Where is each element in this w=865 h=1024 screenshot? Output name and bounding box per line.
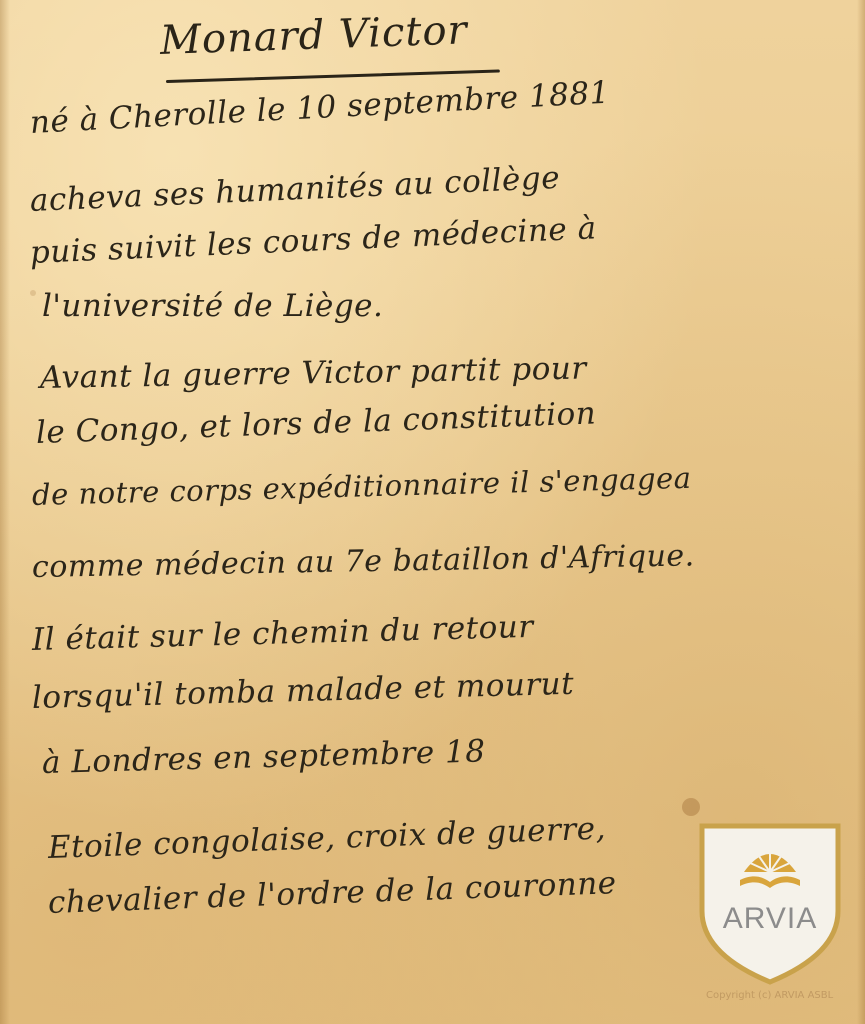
text-line: comme médecin au 7e bataillon d'Afrique.	[31, 538, 695, 585]
text-line: puis suivit les cours de médecine à	[29, 210, 598, 271]
text-line: lorsqu'il tomba malade et mourut	[31, 665, 575, 716]
document-title: Monard Victor	[159, 7, 469, 64]
text-line: Etoile congolaise, croix de guerre,	[47, 810, 607, 866]
arvia-logo-text: ARVIA	[722, 902, 818, 935]
text-line: à Londres en septembre 18	[41, 733, 486, 781]
text-line: le Congo, et lors de la constitution	[35, 395, 597, 451]
text-line: né à Cherolle le 10 septembre 1881	[29, 74, 611, 141]
text-line: l'université de Liège.	[42, 288, 384, 324]
text-line: de notre corps expéditionnaire il s'engagea	[31, 460, 692, 512]
text-line: Il était sur le chemin du retour	[31, 608, 535, 658]
paper-stain	[30, 290, 36, 296]
paper-stain	[682, 798, 700, 816]
text-line: chevalier de l'ordre de la couronne	[47, 865, 618, 921]
text-line: Avant la guerre Victor partit pour	[39, 350, 587, 396]
copyright-notice: Copyright (c) ARVIA ASBL	[706, 990, 834, 1001]
text-line: acheva ses humanités au collège	[29, 159, 561, 219]
arvia-logo-shield	[694, 816, 846, 986]
title-underline	[166, 70, 500, 83]
